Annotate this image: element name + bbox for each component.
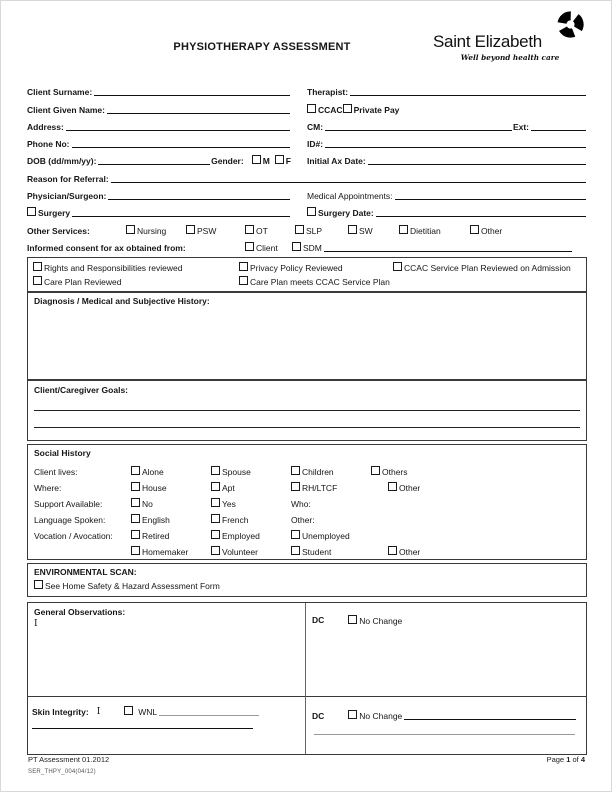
dietitian-label: Dietitian — [410, 225, 441, 236]
homemaker-checkbox[interactable] — [131, 546, 140, 555]
ccac-checkbox[interactable] — [307, 104, 316, 113]
unemployed-checkbox[interactable] — [291, 530, 300, 539]
therapist-row — [307, 80, 587, 97]
brand-name: Saint Elizabeth — [433, 32, 542, 51]
vocation-other-label: Other — [399, 546, 421, 557]
physician-row — [27, 184, 291, 201]
consent-client-label: Client — [256, 242, 278, 253]
id-label: ID#: — [307, 139, 324, 150]
ot-checkbox[interactable] — [245, 225, 254, 234]
home-safety-checkbox[interactable] — [34, 580, 43, 589]
skin-integrity-row — [32, 706, 305, 717]
surgery-line — [72, 215, 290, 217]
support-yes-label: Yes — [222, 498, 236, 509]
page-header — [27, 10, 587, 76]
surgery-option — [27, 207, 70, 218]
page-number: 1 — [566, 755, 571, 764]
consent-client-checkbox[interactable] — [245, 242, 254, 251]
medical-appointments-label: Medical Appointments: — [307, 191, 393, 202]
english-label: English — [142, 514, 170, 525]
psw-label: PSW — [197, 225, 217, 236]
children-checkbox[interactable] — [291, 466, 300, 475]
initial-ax-date-line — [368, 163, 586, 165]
surgery-date-checkbox[interactable] — [307, 207, 316, 216]
rights-checkbox[interactable] — [33, 262, 42, 271]
spouse-label: Spouse — [222, 466, 251, 477]
support-no-label: No — [142, 498, 153, 509]
address-label: Address: — [27, 121, 64, 132]
brand-logo — [433, 10, 587, 62]
physician-surgery-right — [307, 184, 587, 219]
footer-row — [28, 755, 585, 764]
vocation-row-1 — [34, 525, 580, 541]
top-left-column — [27, 80, 291, 166]
homemaker-label: Homemaker — [142, 546, 189, 557]
care-plan-option — [33, 276, 239, 287]
privacy-label: Privacy Policy Reviewed — [250, 263, 343, 274]
ext-line — [531, 129, 586, 131]
no-change-checkbox-2[interactable] — [348, 710, 357, 719]
gender-m-option — [252, 155, 270, 166]
no-change-option-1 — [348, 615, 402, 626]
initial-ax-date-label: Initial Ax Date: — [307, 156, 366, 167]
vocation-label: Vocation / Avocation: — [34, 530, 113, 541]
ot-label: OT — [256, 225, 268, 236]
children-label: Children — [302, 466, 334, 477]
sw-checkbox[interactable] — [348, 225, 357, 234]
informed-consent-label: Informed consent for ax obtained from: — [27, 242, 186, 253]
page-total: 4 — [580, 755, 585, 764]
dc-bottom-line — [314, 734, 575, 735]
ccac-label: CCAC — [318, 104, 343, 115]
form-code: SER_THPY_004(04/12) — [28, 769, 96, 775]
ccac-service-plan-checkbox[interactable] — [393, 262, 402, 271]
other-service-label: Other — [481, 225, 503, 236]
reason-for-referral-label: Reason for Referral: — [27, 173, 109, 184]
other-services-row — [27, 218, 587, 235]
dob-label: DOB (dd/mm/yy): — [27, 156, 97, 167]
phone-row — [27, 132, 291, 149]
client-lives-label: Client lives: — [34, 466, 78, 477]
top-right-column — [307, 80, 587, 166]
private-pay-label: Private Pay — [353, 104, 400, 115]
children-option — [291, 466, 371, 477]
sw-label: SW — [359, 225, 373, 236]
rights-option — [33, 262, 239, 273]
cursor-mark: I — [34, 618, 38, 629]
care-plan-label: Care Plan Reviewed — [44, 277, 122, 288]
general-observations-title: General Observations: — [34, 606, 126, 617]
support-who-label: Who: — [291, 498, 311, 509]
top-columns — [27, 80, 587, 166]
social-history-section — [27, 444, 587, 560]
goals-section — [27, 380, 587, 441]
address-row — [27, 115, 291, 132]
surgery-date-line — [376, 215, 586, 217]
ccac-option — [307, 104, 343, 115]
cm-ext-row — [307, 115, 587, 132]
no-change-checkbox-1[interactable] — [348, 615, 357, 624]
slp-label: SLP — [306, 225, 323, 236]
employed-label: Employed — [222, 530, 260, 541]
support-yes-checkbox[interactable] — [211, 498, 220, 507]
where-other-label: Other — [399, 482, 421, 493]
psw-option — [186, 225, 245, 236]
house-option — [131, 482, 211, 493]
rh-ltcf-label: RH/LTCF — [302, 482, 338, 493]
surgery-label: Surgery — [38, 208, 71, 219]
unemployed-option — [291, 530, 350, 541]
support-no-option — [131, 498, 211, 509]
language-row — [34, 509, 580, 525]
phone-label: Phone No: — [27, 139, 70, 150]
employed-option — [211, 530, 291, 541]
volunteer-label: Volunteer — [222, 546, 258, 557]
others-checkbox[interactable] — [371, 466, 380, 475]
privacy-checkbox[interactable] — [239, 262, 248, 271]
dietitian-option — [399, 225, 470, 236]
dc-bottom-row — [312, 710, 577, 721]
brand-tagline: Well beyond health care — [460, 53, 560, 62]
sw-option — [348, 225, 399, 236]
saint-elizabeth-swirl-icon — [556, 10, 585, 39]
initial-ax-date-row — [307, 149, 587, 166]
consent-sdm-label: SDM — [303, 242, 322, 253]
review-checklist-box — [27, 257, 587, 292]
general-observations-cell — [28, 603, 306, 696]
alone-checkbox[interactable] — [131, 466, 140, 475]
dob-line — [98, 163, 210, 165]
volunteer-checkbox[interactable] — [211, 546, 220, 555]
page-indicator — [547, 755, 585, 764]
consent-sdm-checkbox[interactable] — [292, 242, 301, 251]
privacy-option — [239, 262, 393, 273]
where-row — [34, 477, 580, 493]
alone-option — [131, 466, 211, 477]
dietitian-checkbox[interactable] — [399, 225, 408, 234]
apt-label: Apt — [222, 482, 235, 493]
alone-label: Alone — [142, 466, 164, 477]
client-given-name-line — [107, 112, 290, 114]
physician-surgery-left — [27, 184, 291, 219]
nursing-option — [126, 225, 186, 236]
client-given-name-label: Client Given Name: — [27, 104, 105, 115]
phone-line — [72, 146, 291, 148]
diagnosis-title: Diagnosis / Medical and Subjective History: — [34, 295, 210, 306]
french-checkbox[interactable] — [211, 514, 220, 523]
dc-label-1: DC — [312, 614, 325, 625]
client-given-name-row — [27, 97, 291, 114]
informed-consent-row — [27, 236, 587, 253]
surgery-date-option — [307, 207, 374, 218]
skin-integrity-title: Skin Integrity: — [32, 706, 89, 717]
diagnosis-section — [27, 292, 587, 380]
physician-label: Physician/Surgeon: — [27, 191, 107, 202]
social-history-title: Social History — [34, 447, 91, 458]
consent-client-option — [245, 242, 292, 253]
gender-label: Gender: — [211, 156, 244, 167]
dob-gender-row — [27, 149, 291, 166]
goals-line-2 — [34, 427, 580, 428]
house-checkbox[interactable] — [131, 482, 140, 491]
house-label: House — [142, 482, 167, 493]
rh-ltcf-checkbox[interactable] — [291, 482, 300, 491]
wnl-line — [159, 714, 259, 716]
form-title: PHYSIOTHERAPY ASSESSMENT — [173, 41, 351, 53]
care-plan-meets-label: Care Plan meets CCAC Service Plan — [250, 277, 390, 288]
skin-integrity-line — [32, 728, 253, 729]
nursing-checkbox[interactable] — [126, 225, 135, 234]
cursor-mark-2: I — [96, 706, 101, 717]
column-gap — [291, 184, 307, 219]
medical-appointments-row — [307, 184, 587, 201]
client-surname-label: Client Surname: — [27, 87, 93, 98]
where-label: Where: — [34, 482, 62, 493]
nursing-label: Nursing — [137, 225, 167, 236]
home-safety-option — [34, 580, 220, 591]
rights-label: Rights and Responsibilities reviewed — [44, 263, 183, 274]
other-service-checkbox[interactable] — [470, 225, 479, 234]
support-no-checkbox[interactable] — [131, 498, 140, 507]
no-change-line — [404, 718, 576, 720]
surgery-checkbox[interactable] — [27, 207, 36, 216]
support-row — [34, 493, 580, 509]
skin-integrity-cell — [28, 696, 306, 754]
other-services-label: Other Services: — [27, 225, 90, 236]
language-label: Language Spoken: — [34, 514, 106, 525]
no-change-label-2: No Change — [359, 710, 403, 721]
dc-cell-top — [306, 603, 586, 696]
student-checkbox[interactable] — [291, 546, 300, 555]
no-change-option-2 — [348, 710, 577, 721]
client-surname-line — [94, 94, 290, 96]
form-body — [27, 80, 587, 755]
private-pay-checkbox[interactable] — [343, 104, 352, 113]
goals-title: Client/Caregiver Goals: — [34, 384, 129, 395]
surgery-date-row — [307, 201, 587, 218]
therapist-line — [350, 94, 586, 96]
home-safety-row — [34, 579, 580, 593]
ext-label: Ext: — [512, 121, 529, 132]
no-change-label-1: No Change — [359, 615, 403, 626]
page-footer — [28, 755, 585, 775]
environmental-scan-section — [27, 563, 587, 597]
gender-f-checkbox[interactable] — [275, 155, 284, 164]
language-other-label: Other: — [291, 514, 315, 525]
french-option — [211, 514, 291, 525]
environmental-scan-title: ENVIRONMENTAL SCAN: — [34, 566, 137, 577]
payer-row — [307, 97, 587, 114]
page-word: Page — [546, 755, 565, 764]
therapist-label: Therapist: — [307, 87, 349, 98]
care-plan-checkbox[interactable] — [33, 276, 42, 285]
gender-f-option — [275, 155, 291, 166]
student-label: Student — [302, 546, 332, 557]
volunteer-option — [211, 546, 291, 557]
surgery-row — [27, 201, 291, 218]
gender-f-label: F — [285, 156, 291, 167]
document-id: PT Assessment 01.2012 — [28, 755, 110, 764]
of-word: of — [572, 755, 579, 764]
consent-sdm-option — [292, 242, 322, 253]
slp-checkbox[interactable] — [295, 225, 304, 234]
others-label: Others — [382, 466, 408, 477]
vocation-other-checkbox[interactable] — [388, 546, 397, 555]
private-pay-option — [343, 104, 400, 115]
cm-line — [325, 129, 512, 131]
others-option — [371, 466, 408, 477]
client-surname-row — [27, 80, 291, 97]
physician-surgery-columns — [27, 184, 587, 219]
apt-option — [211, 482, 291, 493]
surgery-date-label: Surgery Date: — [318, 208, 374, 219]
home-safety-label: See Home Safety & Hazard Assessment Form — [45, 581, 220, 592]
goals-line-1 — [34, 410, 580, 411]
ot-option — [245, 225, 295, 236]
reason-for-referral-line — [111, 181, 586, 183]
employed-checkbox[interactable] — [211, 530, 220, 539]
care-plan-meets-checkbox[interactable] — [239, 276, 248, 285]
psw-checkbox[interactable] — [186, 225, 195, 234]
french-label: French — [222, 514, 249, 525]
physician-line — [108, 198, 290, 200]
vocation-row-2 — [34, 541, 580, 557]
vocation-other-option — [388, 546, 420, 557]
support-label: Support Available: — [34, 498, 103, 509]
english-option — [131, 514, 211, 525]
unemployed-label: Unemployed — [302, 530, 350, 541]
other-service-option — [470, 225, 502, 236]
retired-label: Retired — [142, 530, 170, 541]
where-other-option — [388, 482, 420, 493]
support-yes-option — [211, 498, 291, 509]
student-option — [291, 546, 371, 557]
where-other-checkbox[interactable] — [388, 482, 397, 491]
english-checkbox[interactable] — [131, 514, 140, 523]
care-plan-meets-option — [239, 276, 390, 287]
id-row — [307, 132, 587, 149]
ccac-service-plan-label: CCAC Service Plan Reviewed on Admission — [404, 263, 571, 274]
column-gap — [291, 80, 307, 166]
retired-option — [131, 530, 211, 541]
wnl-label: WNL — [138, 706, 158, 717]
wnl-checkbox[interactable] — [124, 706, 133, 715]
homemaker-option — [131, 546, 211, 557]
apt-checkbox[interactable] — [211, 482, 220, 491]
cm-label: CM: — [307, 121, 324, 132]
slp-option — [295, 225, 348, 236]
spouse-checkbox[interactable] — [211, 466, 220, 475]
ccac-service-plan-option — [393, 262, 571, 273]
client-lives-row — [34, 461, 580, 477]
medical-appointments-line — [395, 198, 586, 200]
dc-cell-bottom — [306, 696, 586, 754]
id-line — [325, 146, 586, 148]
retired-checkbox[interactable] — [131, 530, 140, 539]
gender-m-checkbox[interactable] — [252, 155, 261, 164]
dc-label-2: DC — [312, 710, 325, 721]
observations-section — [27, 602, 587, 755]
gender-m-label: M — [262, 156, 270, 167]
consent-sdm-line — [324, 250, 572, 252]
review-row-2 — [33, 275, 581, 289]
reason-for-referral-row — [27, 166, 587, 183]
rh-ltcf-option — [291, 482, 371, 493]
review-row-1 — [33, 261, 581, 275]
spouse-option — [211, 466, 291, 477]
address-line — [66, 129, 290, 131]
